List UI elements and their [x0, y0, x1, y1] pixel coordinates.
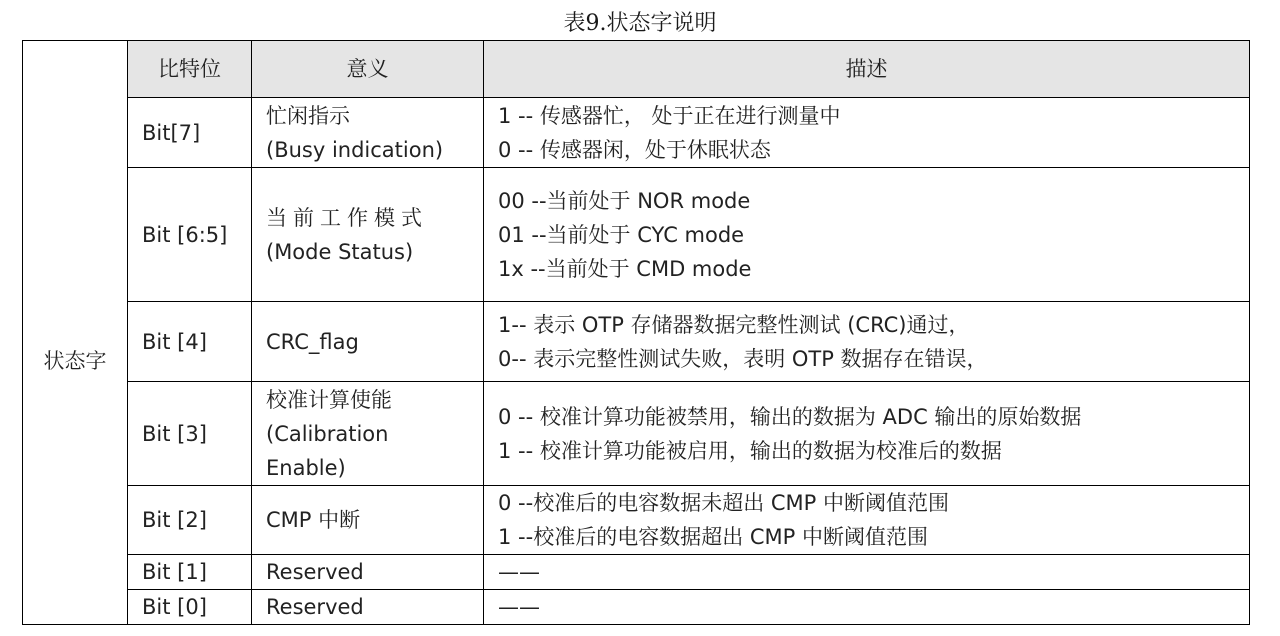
description-line: —— — [498, 560, 540, 584]
description-cell — [484, 382, 1250, 486]
meaning-line: (Mode Status) — [266, 239, 414, 264]
table-row — [23, 382, 1250, 486]
meaning-line: Reserved — [266, 560, 364, 584]
table-row — [23, 98, 1250, 168]
group-label: 状态字 — [23, 98, 128, 625]
description-line: 0-- 表示完整性测试失败，表明 OTP 数据存在错误， — [498, 346, 988, 371]
header-bit: 比特位 — [128, 41, 252, 98]
description-cell — [484, 555, 1250, 590]
description-line: 00 --当前处于 NOR mode — [498, 188, 751, 213]
meaning-line: 校准计算使能 — [266, 387, 392, 412]
meaning-line: (Calibration — [266, 421, 389, 446]
meaning-cell — [252, 486, 484, 555]
description-line: 0 -- 校准计算功能被禁用，输出的数据为 ADC 输出的原始数据 — [498, 404, 1082, 429]
description-cell — [484, 590, 1250, 625]
bit-cell: Bit [6:5] — [128, 168, 252, 302]
table-row — [23, 302, 1250, 382]
meaning-line: 当前工作模式 — [266, 205, 428, 230]
description-line: 1 -- 传感器忙， 处于正在进行测量中 — [498, 103, 841, 128]
table-row — [23, 486, 1250, 555]
description-line: 1 -- 校准计算功能被启用，输出的数据为校准后的数据 — [498, 438, 1002, 463]
meaning-line: CMP 中断 — [266, 508, 361, 532]
description-cell — [484, 98, 1250, 168]
table-caption: 表9.状态字说明 — [563, 11, 717, 36]
table-row — [23, 168, 1250, 302]
meaning-cell — [252, 555, 484, 590]
description-line: 01 --当前处于 CYC mode — [498, 222, 745, 247]
meaning-line: Reserved — [266, 595, 364, 619]
description-cell — [484, 168, 1250, 302]
bit-cell: Bit [4] — [128, 302, 252, 382]
meaning-line: (Busy indication) — [266, 137, 444, 162]
bit-cell: Bit[7] — [128, 98, 252, 168]
header-meaning: 意义 — [252, 41, 484, 98]
description-line: 0 -- 传感器闲，处于休眠状态 — [498, 137, 771, 162]
meaning-line: CRC_flag — [266, 329, 359, 354]
bit-cell: Bit [1] — [128, 555, 252, 590]
description-line: 0 --校准后的电容数据未超出 CMP 中断阈值范围 — [498, 491, 949, 515]
meaning-cell — [252, 302, 484, 382]
meaning-cell — [252, 382, 484, 486]
status-word-table — [22, 40, 1250, 625]
description-line: 1-- 表示 OTP 存储器数据完整性测试 (CRC)通过， — [498, 312, 970, 337]
header-row — [23, 41, 1250, 98]
meaning-cell — [252, 590, 484, 625]
group-header-blank — [23, 41, 128, 98]
meaning-line: Enable) — [266, 455, 346, 480]
bit-cell: Bit [0] — [128, 590, 252, 625]
bit-cell: Bit [3] — [128, 382, 252, 486]
bit-cell: Bit [2] — [128, 486, 252, 555]
meaning-line: 忙闲指示 — [266, 103, 350, 128]
description-line: —— — [498, 595, 540, 619]
description-line: 1x --当前处于 CMD mode — [498, 256, 752, 281]
description-cell — [484, 302, 1250, 382]
description-cell — [484, 486, 1250, 555]
meaning-cell — [252, 168, 484, 302]
table-row — [23, 555, 1250, 590]
description-line: 1 --校准后的电容数据超出 CMP 中断阈值范围 — [498, 525, 928, 549]
header-description: 描述 — [484, 41, 1250, 98]
meaning-cell — [252, 98, 484, 168]
table-row — [23, 590, 1250, 625]
